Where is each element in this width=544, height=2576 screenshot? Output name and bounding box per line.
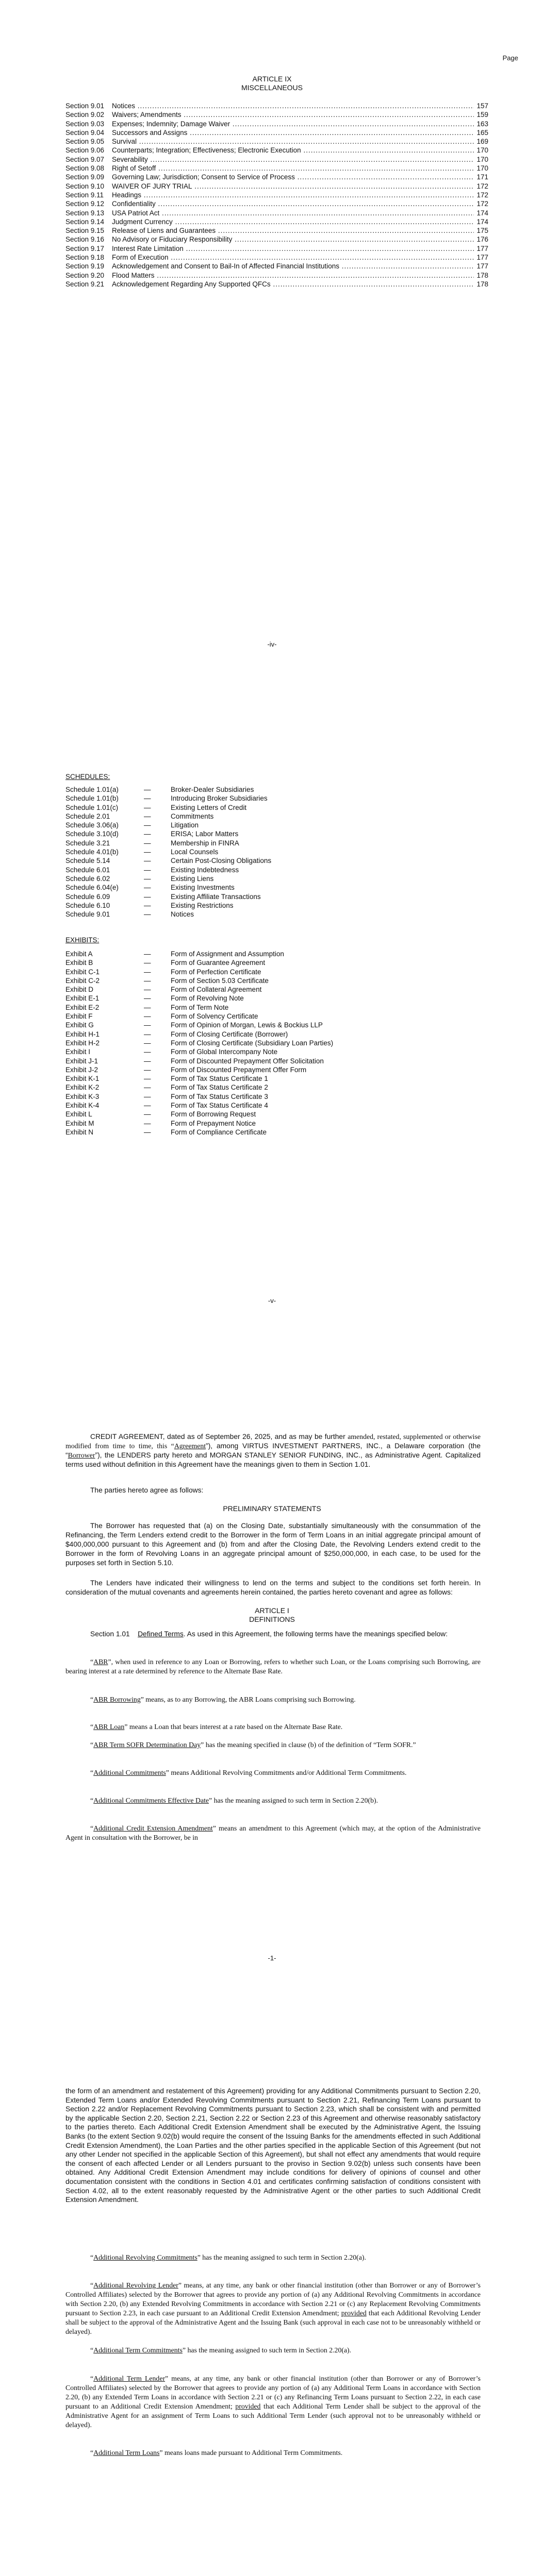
exhibit-id: Exhibit E-2 — [65, 1003, 100, 1011]
toc-page-number: 172 — [474, 191, 488, 199]
exhibit-row — [65, 1047, 333, 1056]
exhibit-id: Exhibit J-2 — [65, 1065, 98, 1074]
page-number: -iv- — [267, 640, 277, 648]
toc-section-title: Waivers; Amendments ..... — [112, 110, 474, 119]
table-of-contents — [65, 101, 488, 289]
toc-section-number: Section 9.21 — [65, 280, 105, 288]
exhibit-row — [65, 1021, 333, 1029]
toc-row[interactable] — [65, 280, 488, 289]
exhibit-title: Form of Opinion of Morgan, Lewis & Bockius LLP — [171, 1021, 323, 1029]
toc-section-title: Form of Execution ..... — [112, 253, 474, 262]
schedule-id: Schedule 5.14 — [65, 857, 110, 865]
preliminary-paragraph: The Lenders have indicated their willingness to lend on the terms and subject to the conditions set forth herein. In consideration of the mutual covenants and agreements herein contained, the parties hereto covenant and agree as follows: — [65, 1579, 481, 1596]
exhibit-id: Exhibit B — [65, 959, 93, 967]
dash: — — [144, 857, 151, 865]
defined-term: Additional Revolving Commitments — [93, 2253, 197, 2261]
toc-page-number: 178 — [474, 271, 488, 280]
toc-section-title: Survival ..... — [112, 137, 474, 146]
exhibit-row — [65, 976, 333, 985]
toc-page-number: 175 — [474, 226, 488, 235]
exhibit-row — [65, 1110, 333, 1118]
definition: “ABR Loan” means a Loan that bears interest at a rate based on the Alternate Base Rate. — [90, 1723, 343, 1731]
dash: — — [144, 830, 151, 838]
toc-section-title: Release of Liens and Guarantees ..... — [112, 226, 474, 235]
toc-section-title: No Advisory or Fiduciary Responsibility ..... — [112, 235, 474, 244]
toc-section-number: Section 9.20 — [65, 271, 105, 279]
exhibit-id: Exhibit K-1 — [65, 1075, 100, 1083]
toc-row[interactable] — [65, 244, 488, 253]
dash: — — [144, 910, 151, 919]
dash: — — [144, 1110, 151, 1118]
exhibit-title: Form of Assignment and Assumption — [171, 950, 284, 958]
defined-term: Agreement — [174, 1442, 206, 1450]
toc-row[interactable] — [65, 262, 488, 270]
toc-page-number: 178 — [474, 280, 488, 289]
schedule-title: Existing Indebtedness — [171, 866, 239, 874]
exhibit-id: Exhibit F — [65, 1012, 93, 1021]
toc-section-number: Section 9.13 — [65, 209, 105, 217]
schedule-id: Schedule 6.09 — [65, 892, 110, 901]
page-number: -v- — [268, 1297, 276, 1304]
exhibit-id: Exhibit N — [65, 1128, 94, 1136]
toc-page-number: 163 — [474, 120, 488, 128]
dash: — — [144, 959, 151, 967]
toc-page-number: 171 — [474, 173, 488, 181]
toc-row[interactable] — [65, 253, 488, 262]
toc-row[interactable] — [65, 191, 488, 199]
exhibit-title: Form of Solvency Certificate — [171, 1012, 258, 1021]
dash: — — [144, 1021, 151, 1029]
dash: — — [144, 1065, 151, 1074]
defined-term: Additional Term Lender — [93, 2375, 166, 2382]
definition: “ABR Borrowing” means, as to any Borrowing, the ABR Loans comprising such Borrowing. — [90, 1696, 356, 1703]
exhibit-title: Form of Tax Status Certificate 3 — [171, 1092, 268, 1100]
dash: — — [144, 821, 151, 829]
definition: “Additional Commitments Effective Date” has the meaning assigned to such term in Section 2.20(b). — [90, 1797, 378, 1804]
exhibit-title: Form of Term Note — [171, 1003, 229, 1011]
definition: “Additional Term Loans” means loans made pursuant to Additional Term Commitments. — [90, 2449, 343, 2456]
toc-section-number: Section 9.06 — [65, 146, 105, 155]
exhibits-heading: EXHIBITS: — [65, 936, 100, 944]
toc-section-title: Notices ..... — [112, 101, 474, 110]
toc-page-number: 172 — [474, 199, 488, 208]
definition: “ABR”, when used in reference to any Loan or Borrowing, refers to whether such Loan, or the Loans comprising such Borrowing, are bearing interest at a rate determined by reference to the Alternate Base Rate. — [65, 1658, 481, 1675]
page-number: -1- — [268, 1954, 276, 1962]
toc-section-number: Section 9.05 — [65, 138, 105, 146]
exhibit-id: Exhibit A — [65, 950, 93, 958]
toc-row[interactable] — [65, 137, 488, 146]
exhibit-title: Form of Global Intercompany Note — [171, 1048, 278, 1056]
dash: — — [144, 812, 151, 820]
toc-section-number: Section 9.11 — [65, 191, 104, 199]
exhibit-row — [65, 1030, 333, 1039]
dash: — — [144, 950, 151, 958]
exhibit-title: Form of Tax Status Certificate 1 — [171, 1075, 268, 1083]
toc-page-number: 177 — [474, 253, 488, 262]
schedule-row — [65, 812, 271, 821]
schedule-title: Local Counsels — [171, 848, 219, 856]
exhibit-id: Exhibit K-3 — [65, 1092, 100, 1100]
schedule-row — [65, 821, 271, 829]
exhibit-id: Exhibit I — [65, 1048, 91, 1056]
exhibit-title: Form of Tax Status Certificate 2 — [171, 1083, 268, 1092]
exhibit-row — [65, 1101, 333, 1110]
toc-page-number: 165 — [474, 128, 488, 137]
toc-section-number: Section 9.07 — [65, 155, 105, 163]
exhibit-title: Form of Borrowing Request — [171, 1110, 256, 1118]
exhibit-id: Exhibit K-4 — [65, 1101, 100, 1110]
exhibit-row — [65, 1057, 333, 1065]
exhibit-title: Form of Guarantee Agreement — [171, 959, 266, 967]
schedule-title: Membership in FINRA — [171, 839, 239, 847]
toc-section-title: Acknowledgement and Consent to Bail-In of Affected Financial Institutions ..... — [112, 262, 474, 270]
article-heading — [0, 1606, 544, 1624]
exhibit-id: Exhibit C-2 — [65, 976, 100, 985]
article-title: DEFINITIONS — [249, 1615, 295, 1623]
dash: — — [144, 839, 151, 847]
dash: — — [144, 1012, 151, 1021]
defined-term: ABR — [93, 1658, 108, 1666]
toc-row[interactable] — [65, 155, 488, 164]
toc-row[interactable] — [65, 173, 488, 181]
toc-row[interactable] — [65, 110, 488, 119]
continuation-paragraph: the form of an amendment and restatement of this Agreement) providing for any Additional Commitments pursuant to Section 2.20, Extended Term Loans and/or Extended Revolving Commitments pursuant to Section 2.21, Refinancing Term Loans pursuant to Section 2.22 and/or Replacement Revolving Commitments pursuant to Section 2.23, which shall be consistent with and permitted by the applicable Section 2.20, Section 2.21, Section 2.22 or Section 2.23 of this Agreement and otherwise reasonably satisfactory to the parties thereto. Each Additional Credit Extension Amendment shall be executed by the Administrative Agent, the Issuing Banks (to the extent Section 9.02(b) would require the consent of the Issuing Banks for the amendments effected in such Additional Credit Extension Amendment), the Loan Parties and the other parties specified in the applicable Section of this Agreement (but not any other Lender not specified in the applicable Section of this Agreement), but shall not effect any amendments that would require the consent of each affected Lender or all Lenders pursuant to the proviso in Section 9.02(b) unless such consents have been obtained. Any Additional Credit Extension Amendment may include conditions for delivery of opinions of counsel and other documentation consistent with the conditions in Section 4.01 and certificates confirming satisfaction of conditions consistent with Section 4.02, all to the extent reasonably requested by the Administrative Agent or the other parties to such Additional Credit Extension Amendment. — [65, 2087, 481, 2204]
exhibit-id: Exhibit L — [65, 1110, 92, 1118]
schedule-id: Schedule 1.01(b) — [65, 794, 119, 803]
toc-page-number: 170 — [474, 164, 488, 173]
schedule-title: Introducing Broker Subsidiaries — [171, 794, 268, 803]
schedule-id: Schedule 6.02 — [65, 874, 110, 883]
exhibit-title: Form of Perfection Certificate — [171, 968, 261, 976]
exhibit-row — [65, 958, 333, 967]
toc-row[interactable] — [65, 209, 488, 217]
article-heading — [0, 75, 544, 92]
section-paragraph: Section 1.01 Defined Terms. As used in this Agreement, the following terms have the meanings specified below: — [90, 1630, 448, 1638]
exhibit-title: Form of Closing Certificate (Borrower) — [171, 1030, 288, 1038]
definition: “Additional Term Lender” means, at any time, any bank or other financial institution (other than Borrower or any of Borrower’s Controlled Affiliates) selected by the Borrower that agrees to provide any portion of (a) any Additional Term Loans in accordance with Section 2.20, (b) any Extended Term Loans in accordance with Section 2.21 or (c) any Refinancing Term Loans pursuant to Section 2.22, in each case pursuant to an Additional Credit Extension Amendment; provided that each Additional Term Lender shall be subject to the approval of the Administrative Agent for an assignment of Term Loans to such Additional Term Lender (such approval not to be unreasonably withheld or delayed). — [65, 2375, 481, 2429]
schedule-id: Schedule 6.01 — [65, 866, 110, 874]
exhibit-title: Form of Prepayment Notice — [171, 1119, 256, 1127]
toc-section-number: Section 9.16 — [65, 235, 105, 244]
toc-section-title: Successors and Assigns ..... — [112, 128, 474, 137]
exhibit-row — [65, 1119, 333, 1128]
exhibit-id: Exhibit E-1 — [65, 994, 100, 1003]
exhibit-row — [65, 1074, 333, 1083]
toc-section-number: Section 9.15 — [65, 227, 105, 235]
schedule-row — [65, 848, 271, 856]
schedule-id: Schedule 2.01 — [65, 812, 110, 820]
toc-page-number: 157 — [474, 101, 488, 110]
toc-row[interactable] — [65, 182, 488, 191]
schedules-list — [65, 785, 271, 919]
defined-term: Additional Term Commitments — [93, 2346, 183, 2354]
schedule-row — [65, 910, 271, 919]
toc-section-number: Section 9.03 — [65, 120, 105, 128]
toc-section-title: Headings ..... — [112, 191, 474, 199]
schedule-id: Schedule 3.21 — [65, 839, 110, 847]
intro-paragraph: CREDIT AGREEMENT, dated as of September 26, 2025, and as may be further amended, restated, supplemented or otherwise modified from time to time, this “Agreement”), among VIRTUS INVESTMENT PARTNERS, INC., a Delaware corporation (the “Borrower”), the LENDERS party hereto and MORGAN STANLEY SENIOR FUNDING, INC., as Administrative Agent. Capitalized terms used without definition in this Agreement have the meanings given to them in Section 1.01. — [65, 1433, 481, 1468]
schedule-row — [65, 794, 271, 803]
defined-term: ABR Borrowing — [93, 1696, 141, 1703]
exhibit-title: Form of Closing Certificate (Subsidiary Loan Parties) — [171, 1039, 334, 1047]
exhibit-row — [65, 1092, 333, 1101]
exhibit-row — [65, 1003, 333, 1012]
toc-row[interactable] — [65, 146, 488, 155]
exhibit-title: Form of Tax Status Certificate 4 — [171, 1101, 268, 1110]
agreement-paragraph: The parties hereto agree as follows: — [90, 1486, 204, 1494]
schedule-row — [65, 829, 271, 838]
dash: — — [144, 786, 151, 793]
schedule-row — [65, 866, 271, 874]
section-title: Defined Terms — [138, 1630, 184, 1638]
toc-section-number: Section 9.18 — [65, 253, 105, 262]
schedule-id: Schedule 1.01(a) — [65, 786, 119, 793]
toc-row[interactable] — [65, 101, 488, 110]
schedule-title: ERISA; Labor Matters — [171, 830, 239, 838]
defined-term: ABR Loan — [93, 1723, 125, 1731]
schedule-row — [65, 892, 271, 901]
dash: — — [144, 976, 151, 985]
definition: “Additional Term Commitments” has the meaning assigned to such term in Section 2.20(a). — [90, 2346, 352, 2354]
dash: — — [144, 1083, 151, 1092]
dash: — — [144, 884, 151, 892]
definition: “ABR Term SOFR Determination Day” has the meaning specified in clause (b) of the definition of “Term SOFR.” — [90, 1741, 416, 1749]
exhibit-title: Form of Discounted Prepayment Offer Solicitation — [171, 1057, 324, 1065]
article-number: ARTICLE I — [255, 1606, 289, 1615]
schedule-row — [65, 803, 271, 812]
exhibit-id: Exhibit M — [65, 1119, 94, 1127]
schedule-title: Existing Restrictions — [171, 901, 234, 909]
article-number: ARTICLE IX — [252, 75, 292, 83]
toc-section-title: Governing Law; Jurisdiction; Consent to Service of Process ..... — [112, 173, 474, 181]
toc-section-number: Section 9.10 — [65, 182, 105, 190]
exhibit-title: Form of Section 5.03 Certificate — [171, 976, 269, 985]
schedule-row — [65, 785, 271, 794]
schedule-title: Existing Investments — [171, 884, 235, 892]
exhibit-title: Form of Revolving Note — [171, 994, 244, 1003]
schedule-id: Schedule 3.06(a) — [65, 821, 119, 829]
toc-section-title: Severability ..... — [112, 155, 474, 164]
dash: — — [144, 848, 151, 856]
toc-section-number: Section 9.19 — [65, 262, 105, 270]
toc-page-number: 170 — [474, 155, 488, 164]
exhibit-row — [65, 1065, 333, 1074]
exhibit-id: Exhibit H-2 — [65, 1039, 100, 1047]
defined-term: Additional Term Loans — [93, 2449, 160, 2456]
toc-section-title: Interest Rate Limitation ..... — [112, 244, 474, 253]
schedule-title: Notices — [171, 910, 194, 919]
exhibits-list — [65, 950, 333, 1137]
toc-section-title: Flood Matters ..... — [112, 271, 474, 280]
toc-section-title: Judgment Currency ..... — [112, 217, 474, 226]
dash: — — [144, 1048, 151, 1056]
exhibit-title: Form of Collateral Agreement — [171, 986, 262, 994]
schedule-title: Litigation — [171, 821, 199, 829]
schedule-title: Commitments — [171, 812, 214, 820]
definition: “Additional Revolving Commitments” has the meaning assigned to such term in Section 2.20(a). — [90, 2253, 366, 2261]
schedule-title: Existing Liens — [171, 874, 214, 883]
toc-section-number: Section 9.02 — [65, 111, 105, 119]
schedule-row — [65, 883, 271, 892]
exhibit-row — [65, 1012, 333, 1021]
toc-section-title: Acknowledgement Regarding Any Supported QFCs ..... — [112, 280, 474, 289]
schedule-id: Schedule 4.01(b) — [65, 848, 119, 856]
dash: — — [144, 1119, 151, 1127]
schedule-id: Schedule 6.10 — [65, 901, 110, 909]
schedule-title: Existing Affiliate Transactions — [171, 892, 261, 901]
dash: — — [144, 874, 151, 883]
toc-section-number: Section 9.12 — [65, 200, 105, 208]
schedule-title: Broker-Dealer Subsidiaries — [171, 786, 254, 793]
definition: “Additional Commitments” means Additional Revolving Commitments and/or Additional Term Commitments. — [90, 1769, 407, 1776]
schedule-row — [65, 839, 271, 848]
toc-section-title: Expenses; Indemnity; Damage Waiver ..... — [112, 120, 474, 128]
dash: — — [144, 1075, 151, 1083]
schedule-id: Schedule 3.10(d) — [65, 830, 119, 838]
article-title: MISCELLANEOUS — [241, 83, 303, 92]
toc-page-number: 174 — [474, 209, 488, 217]
exhibit-row — [65, 985, 333, 994]
toc-page-number: 177 — [474, 244, 488, 253]
toc-row[interactable] — [65, 128, 488, 137]
definition: “Additional Revolving Lender” means, at any time, any bank or other financial institution (other than Borrower or any of Borrower’s Controlled Affiliates) selected by the Borrower that agrees to provide any portion of (a) any Additional Revolving Commitments in accordance with Section 2.20, (b) any Extended Revolving Commitments in accordance with Section 2.21 or (c) any Replacement Revolving Commitments pursuant to Section 2.23, in each case pursuant to an Additional Credit Extension Amendment; provided that each Additional Revolving Lender shall be subject to the approval of the Administrative Agent and the Issuing Bank (such approval in each case not to be unreasonably withheld or delayed). — [65, 2281, 481, 2335]
toc-section-number: Section 9.09 — [65, 173, 105, 181]
toc-row[interactable] — [65, 217, 488, 226]
toc-section-title: USA Patriot Act ..... — [112, 209, 474, 217]
defined-term: Additional Commitments — [93, 1769, 166, 1776]
dash: — — [144, 901, 151, 909]
exhibit-id: Exhibit J-1 — [65, 1057, 98, 1065]
dash: — — [144, 803, 151, 811]
dash: — — [144, 1003, 151, 1011]
exhibit-row — [65, 1083, 333, 1092]
toc-section-number: Section 9.01 — [65, 102, 105, 110]
dash: — — [144, 1092, 151, 1100]
exhibit-row — [65, 994, 333, 1003]
dash: — — [144, 866, 151, 874]
schedule-id: Schedule 1.01(c) — [65, 803, 119, 811]
toc-row[interactable] — [65, 226, 488, 235]
exhibit-id: Exhibit G — [65, 1021, 94, 1029]
toc-section-title: Confidentiality ..... — [112, 199, 474, 208]
schedule-title: Existing Letters of Credit — [171, 803, 247, 811]
toc-row[interactable] — [65, 120, 488, 128]
exhibit-title: Form of Compliance Certificate — [171, 1128, 267, 1136]
toc-page-number: 170 — [474, 146, 488, 155]
exhibit-id: Exhibit D — [65, 986, 94, 994]
defined-term: Borrower — [68, 1451, 95, 1459]
exhibit-title: Form of Discounted Prepayment Offer Form — [171, 1065, 307, 1074]
toc-section-title: Right of Setoff ..... — [112, 164, 474, 173]
toc-section-title: WAIVER OF JURY TRIAL ..... — [112, 182, 474, 191]
toc-row[interactable] — [65, 199, 488, 208]
dash: — — [144, 892, 151, 901]
toc-section-number: Section 9.14 — [65, 217, 105, 226]
dash: — — [144, 994, 151, 1003]
toc-page-number: 169 — [474, 137, 488, 146]
defined-term: Additional Revolving Lender — [93, 2281, 178, 2289]
toc-page-number: 174 — [474, 217, 488, 226]
toc-section-number: Section 9.08 — [65, 164, 105, 173]
dash: — — [144, 794, 151, 803]
toc-section-title: Counterparts; Integration; Effectiveness; Electronic Execution ..... — [112, 146, 474, 155]
definition: “Additional Credit Extension Amendment” means an amendment to this Agreement (which may, at the option of the Administrative Agent in consultation with the Borrower, be in — [65, 1824, 481, 1841]
dash: — — [144, 1030, 151, 1038]
defined-term: Additional Credit Extension Amendment — [93, 1824, 213, 1832]
toc-page-number: 172 — [474, 182, 488, 191]
exhibit-row — [65, 1128, 333, 1137]
exhibit-id: Exhibit H-1 — [65, 1030, 100, 1038]
schedule-title: Certain Post-Closing Obligations — [171, 857, 272, 865]
schedule-row — [65, 901, 271, 910]
dash: — — [144, 1101, 151, 1110]
toc-page-number: 176 — [474, 235, 488, 244]
dash: — — [144, 968, 151, 976]
schedule-row — [65, 856, 271, 865]
toc-row[interactable] — [65, 235, 488, 244]
section-heading: PRELIMINARY STATEMENTS — [223, 1504, 321, 1513]
schedule-id: Schedule 9.01 — [65, 910, 110, 919]
schedule-row — [65, 874, 271, 883]
exhibit-row — [65, 1039, 333, 1047]
exhibit-row — [65, 950, 333, 958]
toc-page-number: 159 — [474, 110, 488, 119]
toc-row[interactable] — [65, 164, 488, 173]
schedules-heading: SCHEDULES: — [65, 773, 110, 781]
dash: — — [144, 1128, 151, 1136]
dash: — — [144, 1057, 151, 1065]
defined-term: ABR Term SOFR Determination Day — [93, 1741, 201, 1749]
dash: — — [144, 986, 151, 994]
exhibit-row — [65, 968, 333, 976]
preliminary-paragraph: The Borrower has requested that (a) on the Closing Date, substantially simultaneously with the consummation of the Refinancing, the Term Lenders extend credit to the Borrower in the form of Term Loans in an initial aggregate principal amount of $400,000,000 pursuant to this Agreement and (b) from and after the Closing Date, the Revolving Lenders extend credit to the Borrower in the form of Revolving Loans in an aggregate principal amount of $250,000,000, in each case, to be used for the purposes set forth in Section 5.10. — [65, 1522, 481, 1567]
defined-term: Additional Commitments Effective Date — [93, 1797, 209, 1804]
toc-row[interactable] — [65, 271, 488, 280]
exhibit-id: Exhibit C-1 — [65, 968, 100, 976]
toc-section-number: Section 9.17 — [65, 244, 105, 252]
toc-page-number: 177 — [474, 262, 488, 270]
schedule-id: Schedule 6.04(e) — [65, 884, 119, 892]
toc-section-number: Section 9.04 — [65, 128, 105, 137]
dash: — — [144, 1039, 151, 1047]
page-column-label: Page — [502, 54, 518, 62]
exhibit-id: Exhibit K-2 — [65, 1083, 100, 1092]
